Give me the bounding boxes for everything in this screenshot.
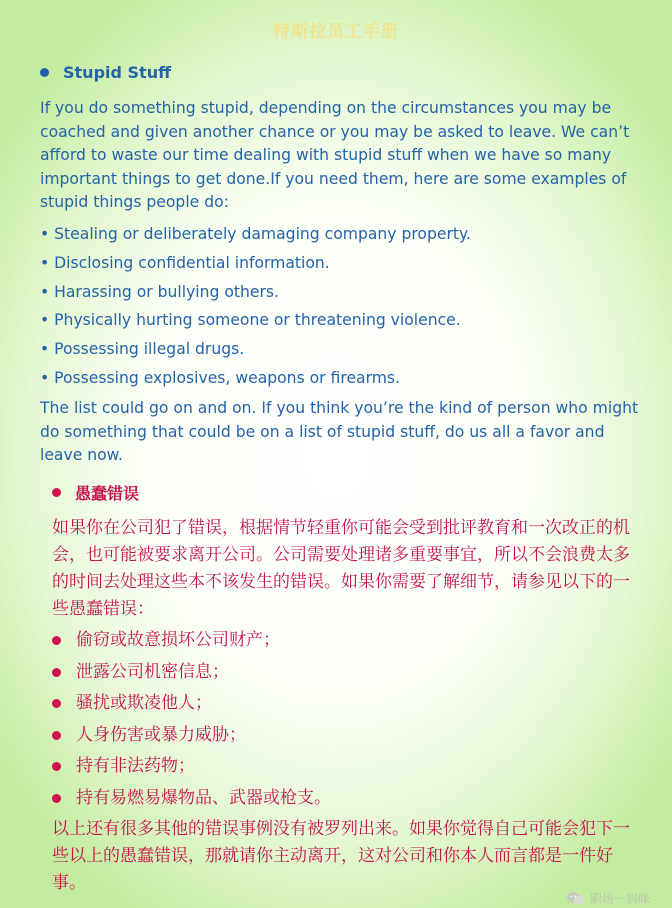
list-item [52, 625, 640, 657]
bullet-icon [40, 68, 49, 77]
bullet-icon [52, 488, 61, 497]
list-item: • Possessing illegal drugs. [40, 340, 245, 359]
chinese-examples-list [52, 625, 640, 814]
list-item: • Stealing or deliberately damaging company property. [40, 225, 471, 243]
english-closing-paragraph: The list could go on and on. If you think you’re the kind of person who might do something that could be on a list of stupid stuff, do us all a favor and leave now. [40, 399, 639, 464]
list-item-text: 持有非法药物； [76, 756, 195, 777]
list-item: • Possessing explosives, weapons or firearms. [40, 368, 401, 387]
list-item [52, 720, 640, 752]
bullet-icon [52, 762, 61, 771]
list-item-text: 泄露公司机密信息； [76, 661, 229, 682]
english-intro-paragraph: If you do something stupid, depending on the circumstances you may be coached and given another chance or you may be asked to leave. We can’t afford to waste our time dealing with stupid stuff when we have so many important things to get done.If you need them, here are some examples of stupid things people do: [40, 99, 630, 211]
list-item: • Disclosing confidential information. [40, 253, 330, 272]
list-item-text: 骚扰或欺凌他人； [76, 693, 212, 714]
list-item [52, 751, 640, 783]
list-item: • Harassing or bullying others. [40, 282, 280, 301]
english-examples-list [40, 222, 640, 395]
bullet-icon [52, 636, 61, 645]
english-section-heading [40, 63, 171, 82]
list-item-text: 人身伤害或暴力威胁； [76, 724, 246, 745]
handbook-title: 特斯拉员工手册 [273, 22, 399, 42]
wechat-icon [566, 891, 586, 906]
list-item [52, 688, 640, 720]
bullet-icon [52, 699, 61, 708]
list-item: • Physically hurting someone or threatening violence. [40, 311, 461, 330]
watermark [566, 890, 650, 907]
list-item-text: 偷窃或故意损坏公司财产； [76, 630, 280, 651]
list-item [52, 783, 640, 815]
english-heading-text: Stupid Stuff [63, 63, 172, 82]
bullet-icon [52, 668, 61, 677]
bullet-icon [52, 794, 61, 803]
watermark-text: 职场一妈咪 [589, 892, 650, 906]
list-item [52, 657, 640, 689]
chinese-heading-text: 愚蠢错误 [75, 484, 140, 503]
bullet-icon [52, 731, 61, 740]
list-item-text: 持有易燃易爆物品、武器或枪支。 [76, 787, 331, 808]
chinese-section-heading [52, 481, 139, 504]
chinese-closing-paragraph: 以上还有很多其他的错误事例没有被罗列出来。如果你觉得自己可能会犯下一些以上的愚蠢错误，那就请你主动离开，这对公司和你本人而言都是一件好事。 [52, 819, 630, 893]
chinese-intro-paragraph: 如果你在公司犯了错误，根据情节轻重你可能会受到批评教育和一次改正的机会，也可能被要求离开公司。公司需要处理诸多重要事宜，所以不会浪费太多的时间去处理这些本不该发生的错误。如果你需要了解细节，请参见以下的一些愚蠢错误： [52, 518, 630, 619]
